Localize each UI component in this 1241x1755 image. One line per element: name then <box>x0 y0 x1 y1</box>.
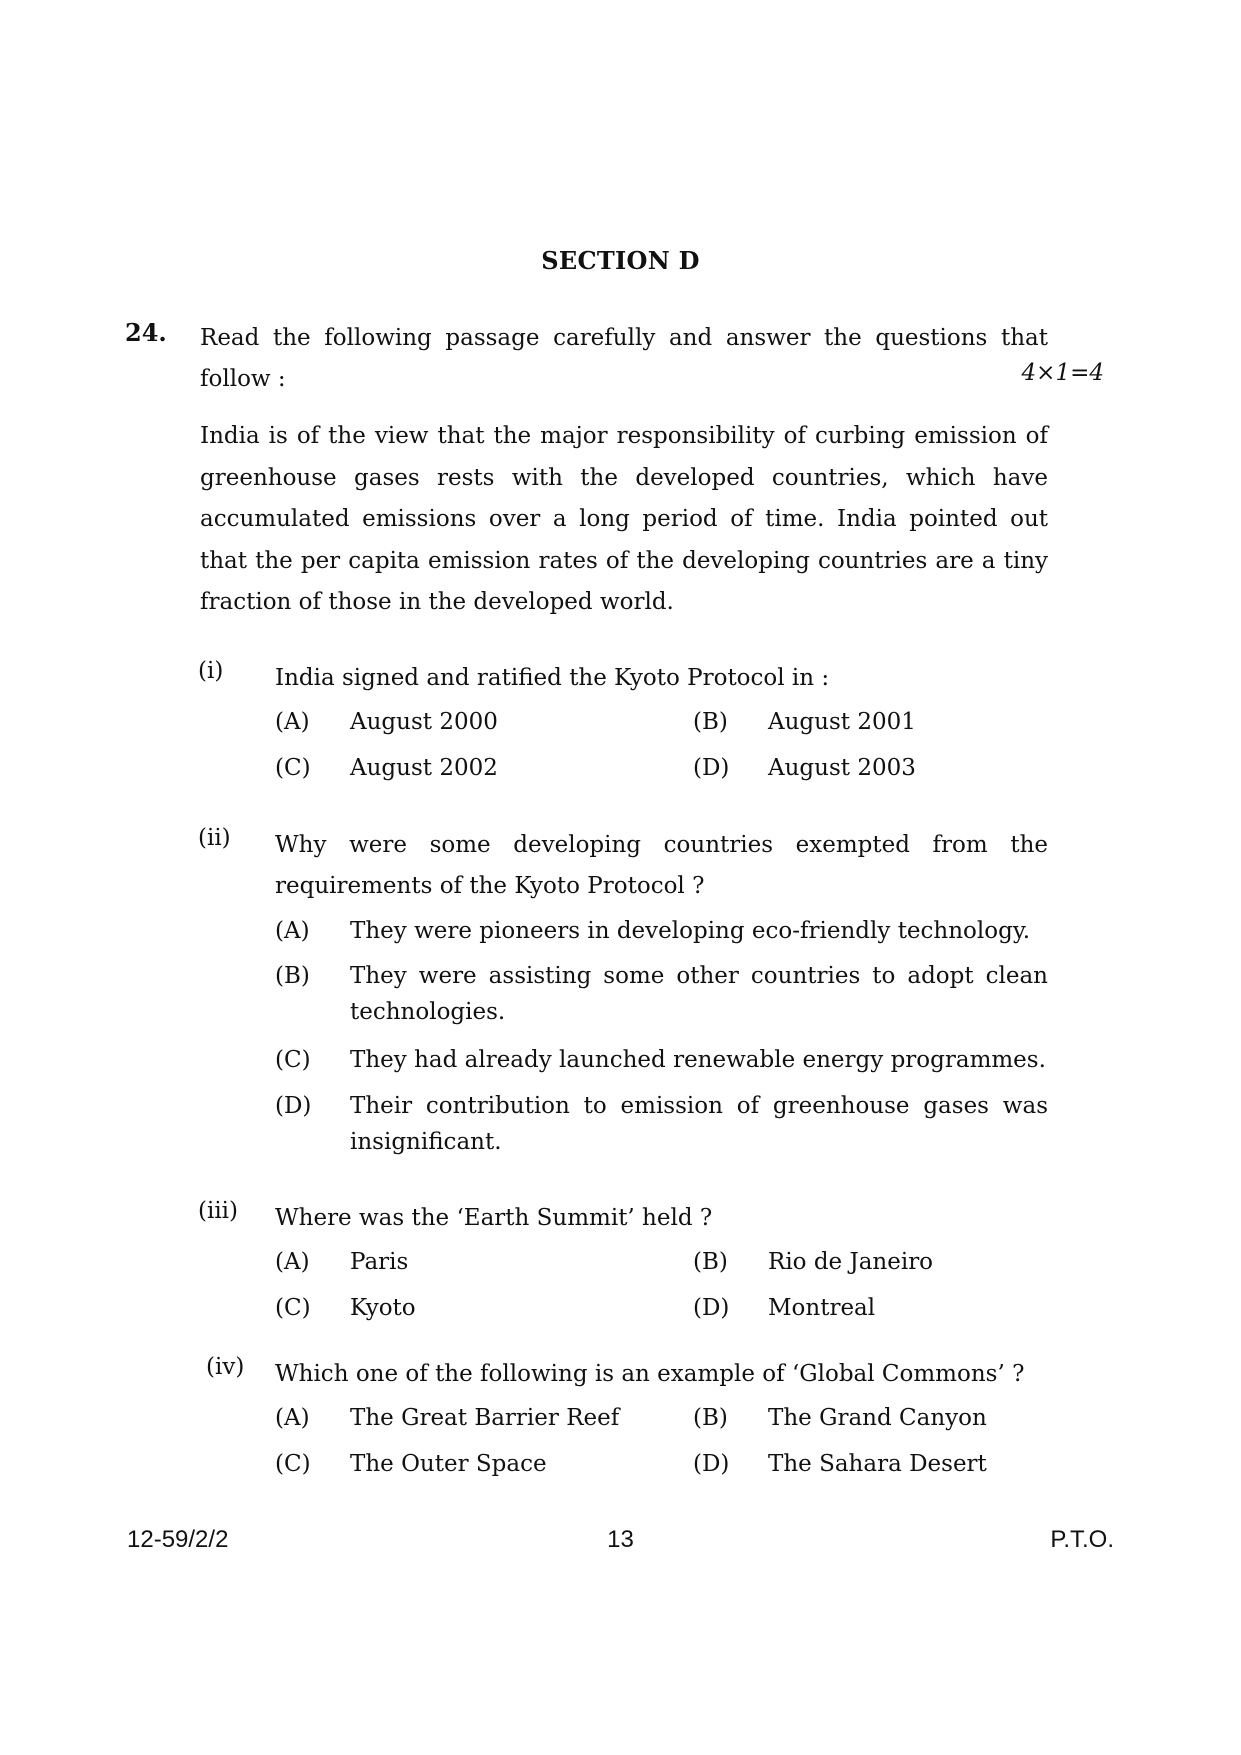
option-letter: (A) <box>275 1249 310 1275</box>
option-text: They had already launched renewable energy programmes. <box>350 1047 1046 1073</box>
option-text: Paris <box>350 1249 409 1275</box>
option-text: Montreal <box>768 1295 876 1321</box>
option-letter: (B) <box>693 1249 728 1275</box>
footer-pto: P.T.O. <box>1050 1526 1114 1553</box>
option-letter: (C) <box>275 1047 311 1073</box>
option-letter: (C) <box>275 1295 311 1321</box>
subquestion-number: (iii) <box>198 1198 239 1224</box>
option-text: August 2001 <box>768 709 916 735</box>
option-text: They were pioneers in developing eco-friendly technology. <box>350 918 1031 944</box>
subquestion-number: (iv) <box>206 1354 245 1380</box>
option-letter: (A) <box>275 709 310 735</box>
option-text: Kyoto <box>350 1295 416 1321</box>
subquestion-stem: India signed and ratified the Kyoto Protocol in : <box>275 665 830 691</box>
footer-code: 12-59/2/2 <box>127 1526 229 1553</box>
option-text: The Grand Canyon <box>768 1405 987 1431</box>
question-marks: 4×1=4 <box>1021 360 1104 386</box>
option-text: The Sahara Desert <box>768 1451 987 1477</box>
option-letter: (C) <box>275 1451 311 1477</box>
subquestion-stem: Why were some developing countries exempted from the requirements of the Kyoto Protocol ? <box>275 832 1048 899</box>
option-text: The Great Barrier Reef <box>350 1405 620 1431</box>
subquestion-stem: Where was the ‘Earth Summit’ held ? <box>275 1205 713 1231</box>
option-text: August 2003 <box>768 755 916 781</box>
option-text: August 2002 <box>350 755 498 781</box>
passage-text: India is of the view that the major responsibility of curbing emission of greenhouse gases rests with the developed countries, which have accumulated emissions over a long period of time. India pointed out that the per capita emission rates of the developing countries are a tiny fraction of those in the developed world. <box>200 423 1048 615</box>
option-text: Their contribution to emission of greenhouse gases was insignificant. <box>350 1093 1048 1155</box>
option-letter: (C) <box>275 755 311 781</box>
option-letter: (A) <box>275 918 310 944</box>
question-intro: Read the following passage carefully and answer the questions that follow : <box>200 325 1048 392</box>
option-letter: (D) <box>693 755 730 781</box>
question-number: 24. <box>125 318 167 347</box>
option-letter: (B) <box>693 1405 728 1431</box>
option-text: The Outer Space <box>350 1451 547 1477</box>
section-title: SECTION D <box>541 246 700 275</box>
option-letter: (B) <box>693 709 728 735</box>
subquestion-number: (i) <box>198 658 224 684</box>
option-text: August 2000 <box>350 709 498 735</box>
subquestion-stem: Which one of the following is an example of ‘Global Commons’ ? <box>275 1361 1025 1387</box>
option-letter: (D) <box>275 1093 312 1119</box>
option-letter: (B) <box>275 963 310 989</box>
subquestion-number: (ii) <box>198 825 231 851</box>
option-text: They were assisting some other countries to adopt clean technologies. <box>350 963 1048 1025</box>
option-letter: (D) <box>693 1295 730 1321</box>
footer-page-number: 13 <box>607 1526 634 1553</box>
option-text: Rio de Janeiro <box>768 1249 934 1275</box>
option-letter: (D) <box>693 1451 730 1477</box>
option-letter: (A) <box>275 1405 310 1431</box>
